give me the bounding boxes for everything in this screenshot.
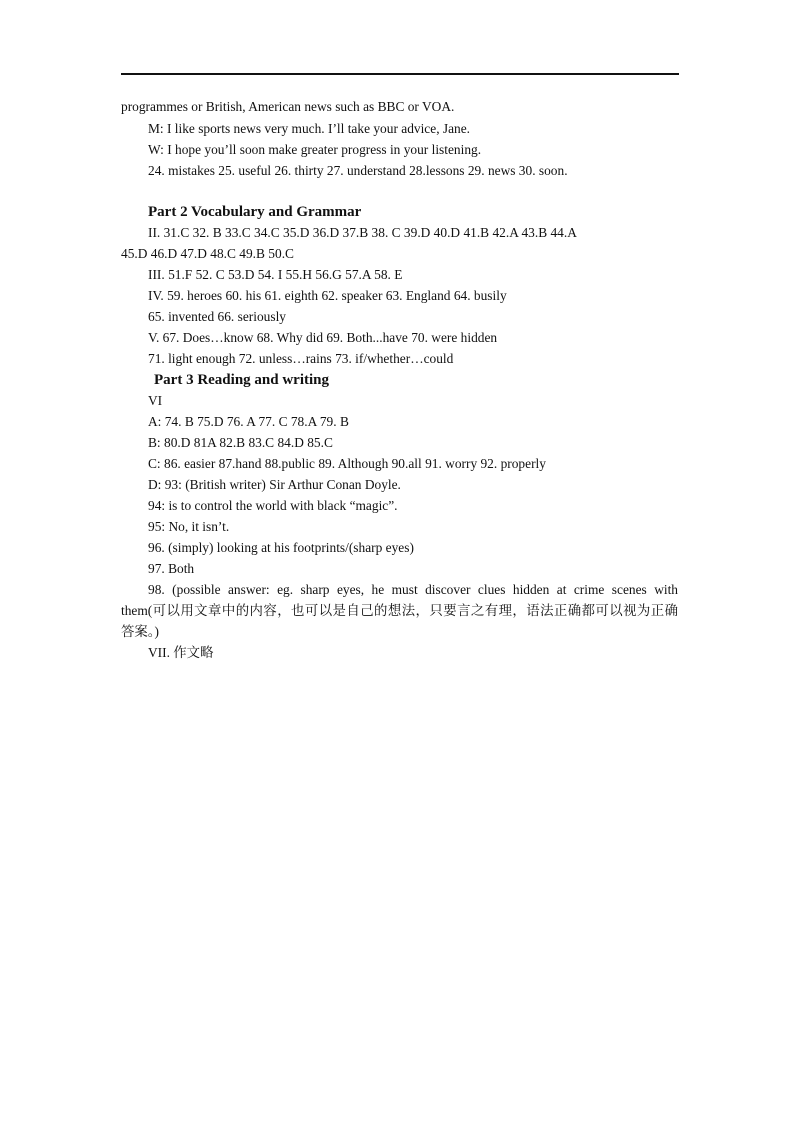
answer-line: II. 31.C 32. B 33.C 34.C 35.D 36.D 37.B 38. C 39.D 40.D 41.B 42.A 43.B 44.A	[148, 225, 577, 240]
answer-line: them(可以用文章中的内容，也可以是自己的想法，只要言之有理，语法正确都可以视为正确	[121, 603, 678, 618]
answer-line: V. 67. Does…know 68. Why did 69. Both...have 70. were hidden	[148, 330, 498, 345]
answer-line: 96. (simply) looking at his footprints/(sharp eyes)	[148, 540, 414, 555]
header-rule	[121, 73, 679, 75]
text-line: VI	[148, 393, 163, 408]
answer-line: D: 93: (British writer) Sir Arthur Conan Doyle.	[148, 477, 401, 492]
answer-line: VII. 作文略	[148, 645, 214, 660]
answer-line: 24. mistakes 25. useful 26. thirty 27. understand 28.lessons 29. news 30. soon.	[148, 163, 568, 178]
text-line: M: I like sports news very much. I’ll take your advice, Jane.	[148, 121, 471, 136]
answer-line: 97. Both	[148, 561, 195, 576]
answer-line: III. 51.F 52. C 53.D 54. I 55.H 56.G 57.A 58. E	[148, 267, 403, 282]
answer-line: 95: No, it isn’t.	[148, 519, 230, 534]
text-line: programmes or British, American news such as BBC or VOA.	[121, 99, 455, 114]
text-line: W: I hope you’ll soon make greater progress in your listening.	[148, 142, 482, 157]
answer-line: IV. 59. heroes 60. his 61. eighth 62. speaker 63. England 64. busily	[148, 288, 507, 303]
answer-line: A: 74. B 75.D 76. A 77. C 78.A 79. B	[148, 414, 349, 429]
answer-line: 94: is to control the world with black “magic”.	[148, 498, 398, 513]
answer-line: 45.D 46.D 47.D 48.C 49.B 50.C	[121, 246, 294, 261]
answer-line: 71. light enough 72. unless…rains 73. if/whether…could	[148, 351, 454, 366]
section-heading: Part 3 Reading and writing	[154, 372, 330, 388]
answer-line: 98. (possible answer: eg. sharp eyes, he must discover clues hidden at crime scenes with	[148, 582, 678, 597]
section-heading: Part 2 Vocabulary and Grammar	[148, 204, 362, 220]
answer-line: 65. invented 66. seriously	[148, 309, 286, 324]
answer-line: B: 80.D 81A 82.B 83.C 84.D 85.C	[148, 435, 333, 450]
answer-line: 答案。)	[121, 624, 159, 639]
answer-line: C: 86. easier 87.hand 88.public 89. Although 90.all 91. worry 92. properly	[148, 456, 546, 471]
